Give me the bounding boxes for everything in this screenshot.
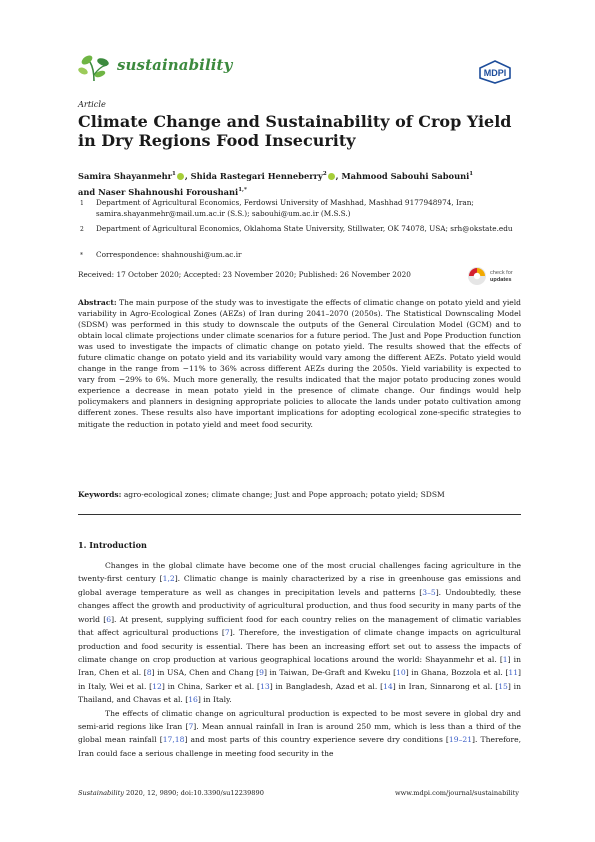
abstract-label: Abstract: — [78, 298, 117, 307]
footer-doi: 2020, 12, 9890; doi:10.3390/su12239890 — [123, 789, 264, 797]
affiliation-text: Department of Agricultural Economics, Oklahoma State University, Stillwater, OK 74078, USA; srh@okstate.edu — [96, 224, 513, 233]
paragraph-text: ] in Ghana, Bozzola et al. [ — [405, 668, 509, 678]
paragraph-text: ] in Taiwan, De-Graft and Kweku [ — [263, 668, 397, 678]
paragraph-text: ] in Iran, Chen et al. [ — [78, 654, 521, 678]
reference-link[interactable]: 3–5 — [422, 587, 436, 597]
journal-name: sustainability — [117, 56, 233, 74]
reference-link[interactable]: 1 — [502, 654, 508, 664]
author[interactable]: Shida Rastegari Henneberry$^2$ — [190, 170, 327, 181]
keywords-label: Keywords: — [78, 490, 122, 499]
reference-link[interactable]: 8 — [146, 668, 152, 678]
paragraph-text: ] in Italy, Wei et al. [ — [78, 668, 521, 691]
abstract-text: The main purpose of the study was to investigate the effects of climatic change on potato yield and yield variability in Agro-Ecological Zones (AEZs) of Iran during 2041–2070 (2050s). The Statistical Downscaling Model (SDSM) was performed in this study to downscale the outputs of the General Circulation Model (GCM) and to obtain local climate projections under climate scenarios for a future period. The Just and Pope Production function was used to investigate the impacts of climatic change on potato yield. The results showed that the effects of future climatic change on potato yield and its variability would vary among the different AEZs. Potato yield would change in the range from −11% to 36% across different AEZs during the 2050s. Yield variability is expected to vary from −29% to 6%. Much more generally, the results indicated that the major potato producing zones would experience a decrease in mean potato yield in the presence of climate change. Our findings would help policymakers and planners in designing appropriate policies to allocate the lands under potato cultivation among different zones. These results also have important implications for adopting ecological zone-specific strategies to mitigate the reduction in potato yield and meet food security. — [78, 298, 521, 429]
reference-link[interactable]: 15 — [498, 681, 508, 691]
article-title: Climate Change and Sustainability of Crop Yield in Dry Regions Food Insecurity — [78, 112, 512, 150]
mdpi-logo-icon — [477, 60, 513, 84]
affiliation-number: 2 — [80, 226, 84, 233]
reference-link[interactable]: 13 — [260, 681, 270, 691]
keywords — [78, 489, 521, 500]
paragraph-text: ]. Therefore, Iran could face a serious challenge in meeting food security in the — [78, 735, 521, 758]
paragraph — [78, 559, 521, 707]
check-for-updates-icon[interactable] — [467, 265, 519, 287]
paragraph-text: Changes in the global climate have become one of the most crucial challenges facing agriculture in the twenty-first century [ — [78, 561, 521, 584]
paragraph-text: ]. At present, supplying sufficient food for each country relies on the management of climatic variables that affect agricultural productions [ — [78, 614, 522, 638]
paragraph-text: ] in Thailand, and Chavas et al. [ — [78, 681, 522, 705]
paragraph-text: ]. Undoubtedly, these changes affect the growth and productivity of agricultural production, and thus food security in many parts of the world [ — [78, 587, 521, 624]
paragraph-text: ] in Bangladesh, Azad et al. [ — [269, 681, 384, 691]
paragraph-text: ]. Mean annual rainfall in Iran is around 250 mm, which is less than a third of the global mean rainfall [ — [78, 722, 521, 745]
divider — [78, 514, 521, 515]
author[interactable]: and Naser Shahnoushi Foroushani$^{1,*}$ — [78, 186, 247, 197]
affiliation-text: Department of Agricultural Economics, Ferdowsi University of Mashhad, Mashhad 9177948974, Iran; samira.shayanmehr@mail.um.ac.ir (S.S.); sabouhi@um.ac.ir (M.S.S.) — [96, 198, 474, 218]
keywords-text: agro-ecological zones; climate change; Just and Pope approach; potato yield; SDSM — [123, 490, 445, 499]
author[interactable]: Mahmood Sabouhi Sabouni$^1$ — [341, 170, 474, 181]
svg-text:check for: check for — [490, 270, 513, 276]
reference-link[interactable]: 12 — [152, 681, 162, 691]
reference-link[interactable]: 11 — [508, 668, 519, 678]
reference-link[interactable]: 7 — [224, 628, 230, 638]
paragraph — [78, 707, 521, 761]
publication-dates: Received: 17 October 2020; Accepted: 23 November 2020; Published: 26 November 2020 — [78, 270, 411, 279]
paragraph-text: ] in Iran, Sinnarong et al. [ — [392, 681, 499, 691]
paragraph-text: ] and most parts of this country experience severe dry conditions [ — [184, 735, 449, 745]
abstract — [78, 297, 521, 430]
article-type: Article — [78, 99, 106, 109]
author-list: Samira Shayanmehr$^1$ , Shida Rastegari Henneberry$^2$ , Mahmood Sabouhi Sabouni$^1$ and Naser Shahnoushi Foroushani$^{1,*}$ — [78, 170, 474, 197]
reference-link[interactable]: 17,18 — [162, 735, 185, 745]
reference-link[interactable]: 16 — [188, 695, 198, 705]
paragraph-text: ]. Climatic change is mainly characterized by a rise in greenhouse gas emissions and global average temperature as well as changes in precipitation levels and patterns [ — [78, 574, 521, 597]
footer-url[interactable]: www.mdpi.com/journal/sustainability — [394, 789, 519, 797]
reference-link[interactable]: 7 — [188, 722, 194, 732]
correspondence: Correspondence: shahnoushi@um.ac.ir — [96, 250, 242, 259]
reference-link[interactable]: 19–21 — [448, 735, 473, 745]
section-heading: 1. Introduction — [78, 540, 147, 550]
reference-link[interactable]: 10 — [396, 668, 406, 678]
reference-link[interactable]: 9 — [259, 668, 264, 678]
orcid-icon[interactable] — [177, 173, 184, 180]
reference-link[interactable]: 6 — [106, 614, 112, 624]
footer-citation — [78, 789, 264, 797]
author[interactable]: Samira Shayanmehr$^1$ — [78, 170, 176, 181]
paragraph-text: The effects of climatic change on agricultural production is expected to be most severe in global dry and semi-arid regions like Iran [ — [78, 708, 521, 732]
footer-journal: Sustainability — [78, 789, 124, 797]
orcid-icon[interactable] — [328, 173, 335, 180]
body-text — [78, 559, 521, 760]
reference-link[interactable]: 1,2 — [162, 574, 175, 584]
paragraph-text: ] in USA, Chen and Chang [ — [151, 668, 260, 678]
svg-text:MDPI: MDPI — [483, 68, 507, 78]
paragraph-text: ] in China, Sarker et al. [ — [161, 681, 261, 691]
affiliation-number: 1 — [80, 200, 84, 207]
reference-link[interactable]: 14 — [383, 681, 393, 691]
paragraph-text: ] in Italy. — [197, 695, 232, 705]
paragraph-text: ]. Therefore, the investigation of climate change impacts on agricultural production and food security is essential. There has been an increasing effort set out to assess the impacts of climate change on crop production at various geographical locations around the world: Shayanmehr et al. [ — [78, 628, 521, 664]
sustainability-leaf-logo-icon — [78, 53, 110, 83]
affiliation-number: * — [80, 252, 83, 259]
svg-text:updates: updates — [490, 277, 512, 283]
